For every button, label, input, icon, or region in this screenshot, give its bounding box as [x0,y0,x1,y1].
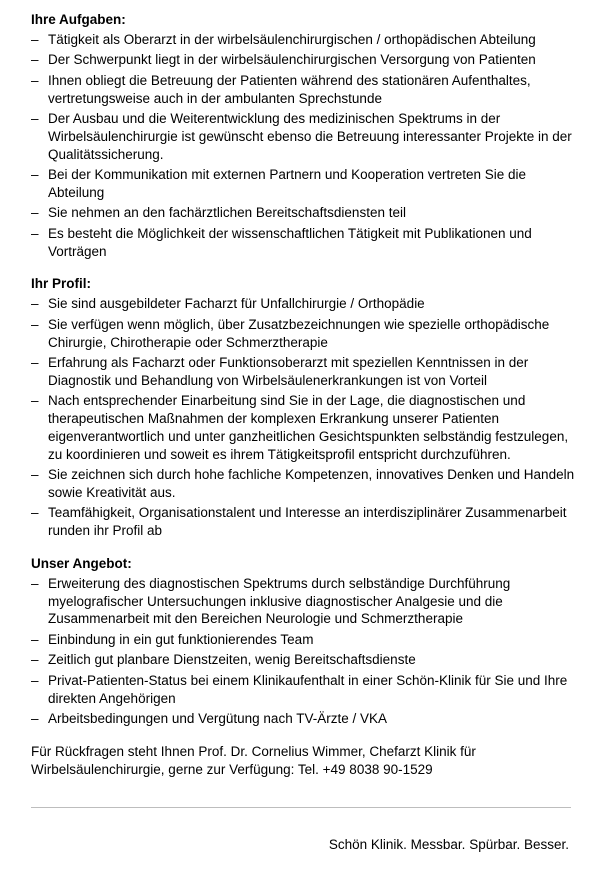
list-item-text: Nach entsprechender Einarbeitung sind Sie in der Lage, die diagnostischen und therapeutischen Maßnahmen der komplexen Erkrankung unserer Patienten eigenverantwortlich und unter ganzheitlichen Gesichtspunkten selbständig festzulegen, zu koordinieren und soweit es ihrem Tätigkeitsprofil entspricht durchzuführen. [48,393,569,462]
list-item-text: Sie zeichnen sich durch hohe fachliche Kompetenzen, innovatives Denken und Handeln sowie Kreativität aus. [48,467,575,500]
list-item [31,575,576,628]
list-item [31,631,576,649]
list-item-text: Zeitlich gut planbare Dienstzeiten, wenig Bereitschaftsdienste [48,652,416,668]
section-title: Ihr Profil: [31,276,91,292]
list-item [31,72,576,108]
job-posting [31,11,576,779]
list-item-text: Bei der Kommunikation mit externen Partnern und Kooperation vertreten Sie die Abteilung [48,167,527,200]
list-item [31,466,576,502]
section-title: Ihre Aufgaben: [31,12,126,27]
dash-bullet: – [31,652,39,668]
dash-bullet: – [31,355,39,371]
list-item-text: Arbeitsbedingungen und Vergütung nach TV-Ärzte / VKA [48,711,387,727]
dash-bullet: – [31,296,39,312]
dash-bullet: – [31,575,39,591]
task-list [31,31,576,261]
section-aufgaben [31,11,576,260]
section-title: Unser Angebot: [31,556,132,572]
list-item [31,392,576,463]
dash-bullet: – [31,52,39,68]
list-item [31,651,576,669]
footer-slogan: Schön Klinik. Messbar. Spürbar. Besser. [328,837,569,852]
list-item [31,225,576,261]
list-item-text: Erweiterung des diagnostischen Spektrums durch selbständige Durchführung myelografischer Untersuchungen inklusive diagnostischer Analgesie und die Zusammenarbeit mit den Bereichen Neurologie und Schmerztherapie [48,575,511,627]
list-item [31,51,576,69]
dash-bullet: – [31,711,39,727]
dash-bullet: – [31,393,39,409]
list-item [31,295,576,313]
profile-list [31,295,576,540]
list-item [31,672,576,708]
list-item-text: Privat-Patienten-Status bei einem Klinikaufenthalt in einer Schön-Klinik für Sie und Ihre direkten Angehörigen [48,672,568,706]
list-item [31,316,576,352]
list-item [31,204,576,222]
dash-bullet: – [31,111,39,127]
dash-bullet: – [31,31,39,47]
dash-bullet: – [31,672,39,688]
list-item [31,354,576,390]
list-item-text: Erfahrung als Facharzt oder Funktionsoberarzt mit speziellen Kenntnissen in der Diagnostik und Behandlung von Wirbelsäulenerkrankungen ist von Vorteil [48,355,529,388]
list-item-text: Tätigkeit als Oberarzt in der wirbelsäulenchirurgischen / orthopädischen Abteilung [48,31,536,47]
dash-bullet: – [31,316,39,332]
section-profil [31,275,576,540]
offer-list [31,575,576,728]
list-item-text: Der Schwerpunkt liegt in der wirbelsäulenchirurgischen Versorgung von Patienten [48,52,536,68]
dash-bullet: – [31,631,39,647]
list-item [31,110,576,163]
dash-bullet: – [31,72,39,88]
section-angebot [31,555,576,728]
list-item-text: Der Ausbau und die Weiterentwicklung des medizinischen Spektrums in der Wirbelsäulenchirurgie ist gewünscht ebenso die Betreuung interessanter Projekte in der Qualitätssicherung. [48,111,572,162]
list-item-text: Sie sind ausgebildeter Facharzt für Unfallchirurgie / Orthopädie [48,296,425,312]
list-item-text: Einbindung in ein gut funktionierendes Team [48,631,314,647]
list-item [31,710,576,728]
dash-bullet: – [31,205,39,221]
contact-paragraph: Für Rückfragen steht Ihnen Prof. Dr. Cornelius Wimmer, Chefarzt Klinik für Wirbelsäulenchirurgie, gerne zur Verfügung: Tel. +49 8038 90-1529 [31,744,476,777]
dash-bullet: – [31,467,39,483]
list-item-text: Sie verfügen wenn möglich, über Zusatzbezeichnungen wie spezielle orthopädische Chirurgie, Chirotherapie oder Schmerztherapie [48,316,550,350]
dash-bullet: – [31,505,39,521]
list-item-text: Sie nehmen an den fachärztlichen Bereitschaftsdiensten teil [48,205,406,221]
list-item [31,31,576,49]
list-item-text: Es besteht die Möglichkeit der wissenschaftlichen Tätigkeit mit Publikationen und Vorträgen [48,225,532,259]
list-item-text: Ihnen obliegt die Betreuung der Patienten während des stationären Aufenthaltes, vertretungsweise auch in der ambulanten Sprechstunde [48,72,531,106]
dash-bullet: – [31,167,39,183]
list-item [31,166,576,202]
dash-bullet: – [31,225,39,241]
footer-divider [31,807,571,808]
list-item [31,504,576,540]
list-item-text: Teamfähigkeit, Organisationstalent und Interesse an interdisziplinärer Zusammenarbeit runden ihr Profil ab [48,505,567,539]
